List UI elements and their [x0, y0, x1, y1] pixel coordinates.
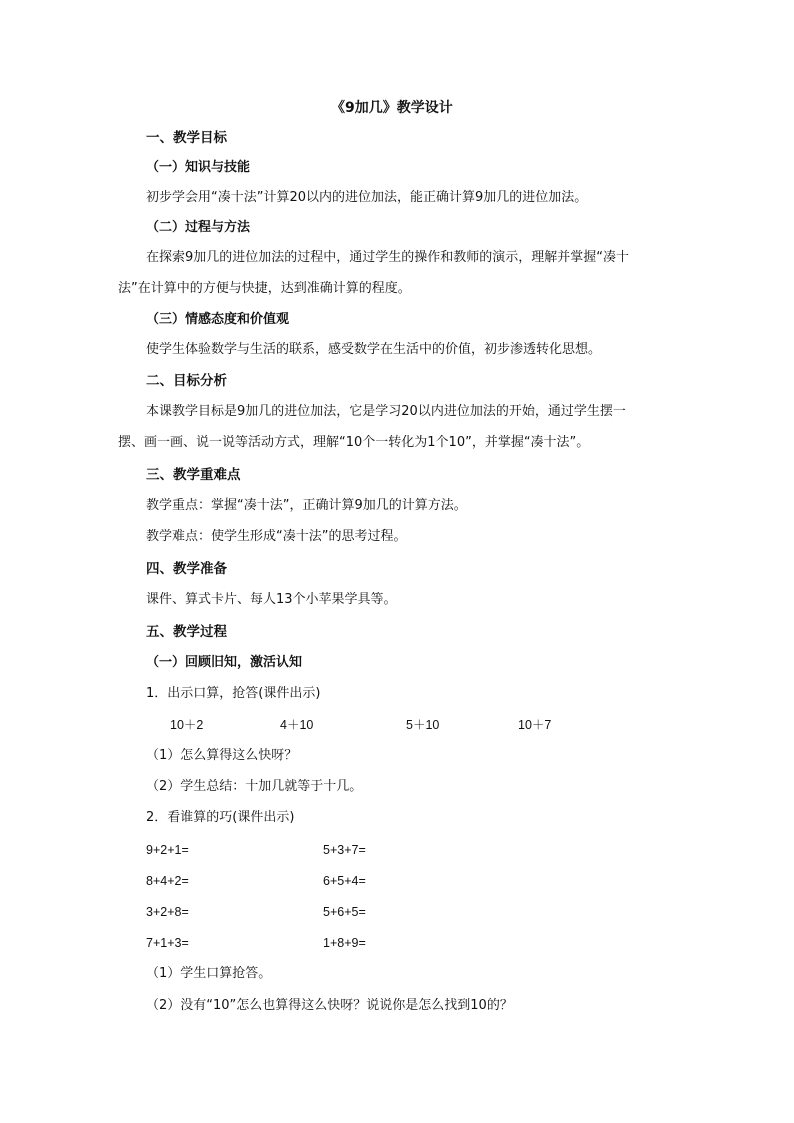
section-heading-keypoints: 三、教学重难点	[146, 467, 241, 483]
subheading-attitude: （三）情感态度和价值观	[146, 312, 290, 327]
calc-left: 9+2+1=	[146, 843, 189, 857]
list-item: 1．出示口算，抢答(课件出示)	[146, 686, 321, 701]
section-heading-process: 五、教学过程	[146, 624, 227, 640]
paragraph: 教学难点：使学生形成“凑十法”的思考过程。	[146, 529, 407, 544]
calc-left: 8+4+2=	[146, 874, 189, 888]
page-title: 《9加几》教学设计	[331, 100, 453, 116]
paragraph: 课件、算式卡片、每人13个小苹果学具等。	[146, 592, 397, 607]
section-heading-analysis: 二、目标分析	[146, 373, 227, 389]
oral-calc-item: 10＋2	[170, 718, 204, 732]
question: （2）没有“10”怎么也算得这么快呀？说说你是怎么找到10的？	[146, 998, 513, 1013]
calc-left: 7+1+3=	[146, 936, 189, 950]
question: （2）学生总结：十加几就等于十几。	[146, 779, 363, 794]
calc-right: 5+6+5=	[323, 905, 366, 919]
subheading-knowledge: （一）知识与技能	[146, 160, 251, 175]
question: （1）学生口算抢答。	[146, 966, 272, 981]
subheading-review: （一）回顾旧知，激活认知	[146, 655, 303, 670]
question: （1）怎么算得这么快呀？	[146, 748, 298, 763]
paragraph: 本课教学目标是9加几的进位加法，它是学习20以内进位加法的开始，通过学生摆一	[146, 404, 626, 419]
calc-left: 3+2+8=	[146, 905, 189, 919]
paragraph: 摆、画一画、说一说等活动方式，理解“10个一转化为1个10”，并掌握“凑十法”。	[118, 435, 590, 450]
section-heading-preparation: 四、教学准备	[146, 561, 227, 577]
calc-right: 6+5+4=	[323, 874, 366, 888]
calc-right: 5+3+7=	[323, 843, 366, 857]
paragraph: 法”在计算中的方便与快捷，达到准确计算的程度。	[118, 281, 411, 296]
paragraph: 初步学会用“凑十法”计算20以内的进位加法，能正确计算9加几的进位加法。	[146, 190, 588, 205]
list-item: 2．看谁算的巧(课件出示)	[146, 810, 295, 825]
paragraph: 使学生体验数学与生活的联系，感受数学在生活中的价值，初步渗透转化思想。	[146, 342, 602, 357]
paragraph: 在探索9加几的进位加法的过程中，通过学生的操作和教师的演示，理解并掌握“凑十	[146, 250, 630, 265]
oral-calc-item: 10＋7	[518, 718, 552, 732]
paragraph: 教学重点：掌握“凑十法”，正确计算9加几的计算方法。	[146, 498, 467, 513]
section-heading-objectives: 一、教学目标	[146, 130, 227, 146]
subheading-process: （二）过程与方法	[146, 220, 251, 235]
calc-right: 1+8+9=	[323, 936, 366, 950]
oral-calc-item: 5＋10	[406, 718, 440, 732]
oral-calc-item: 4＋10	[280, 718, 314, 732]
